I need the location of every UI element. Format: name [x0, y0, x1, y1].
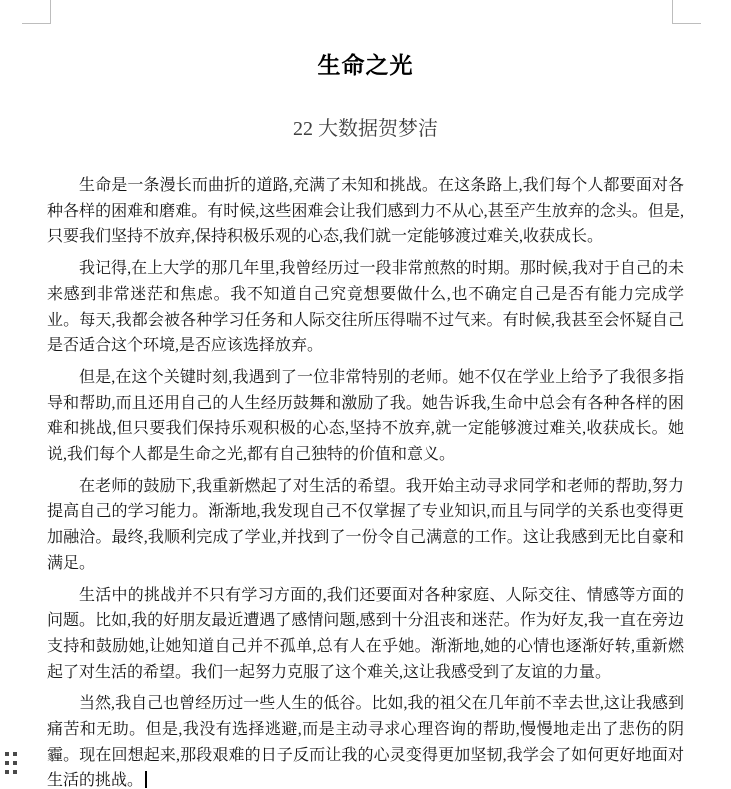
body-paragraph[interactable]: 在老师的鼓励下,我重新燃起了对生活的希望。我开始主动寻求同学和老师的帮助,努力提高自己的学习能力。渐渐地,我发现自己不仅掌握了专业知识,而且与同学的关系也变得更加融洽。最终,我顺利完成了学业,并找到了一份令自己满意的工作。这让我感到无比自豪和满足。 — [47, 477, 684, 572]
body-paragraph[interactable]: 我记得,在上大学的那几年里,我曾经历过一段非常煎熬的时期。那时候,我对于自己的未来感到非常迷茫和焦虑。我不知道自己究竟想要做什么,也不确定自己是否有能力完成学业。每天,我都会被各种学习任务和人际交往所压得喘不过气来。有时候,我甚至会怀疑自己是否适合这个环境,是否应该选择放弃。 — [47, 260, 684, 355]
document-title[interactable]: 生命之光 — [317, 52, 414, 78]
grip-dot — [5, 761, 9, 765]
margin-crop-mark-top-left-horizontal — [22, 23, 51, 24]
margin-crop-mark-top-right-vertical — [672, 0, 673, 23]
body-paragraph[interactable]: 但是,在这个关键时刻,我遇到了一位非常特别的老师。她不仅在学业上给予了我很多指导和帮助,而且还用自己的人生经历鼓舞和激励了我。她告诉我,生命中总会有各种各样的困难和挑战,但只要我们保持乐观积极的心态,坚持不放弃,就一定能够渡过难关,收获成长。她说,我们每个人都是生命之光,都有自己独特的价值和意义。 — [47, 368, 684, 464]
grip-dot — [13, 770, 17, 774]
document-subtitle[interactable]: 22 大数据贺梦洁 — [293, 118, 438, 140]
body-paragraph[interactable] — [47, 691, 684, 789]
text-caret-icon — [145, 771, 147, 788]
document-body[interactable] — [47, 173, 684, 789]
grip-dot — [13, 761, 17, 765]
body-paragraph-text[interactable]: 当然,我自己也曾经历过一些人生的低谷。比如,我的祖父在几年前不幸去世,这让我感到痛苦和无助。但是,我没有选择逃避,而是主动寻求心理咨询的帮助,慢慢地走出了悲伤的阴霾。现在回想起来,那段艰难的日子反而让我的心灵变得更加坚韧,我学会了如何更好地面对生活的挑战。 — [47, 695, 684, 789]
margin-crop-mark-top-left-vertical — [50, 0, 51, 23]
grip-dot — [13, 752, 17, 756]
margin-crop-mark-top-right-horizontal — [672, 23, 701, 24]
grip-dot — [5, 770, 9, 774]
grip-dots-icon[interactable] — [5, 752, 17, 774]
body-paragraph[interactable]: 生活中的挑战并不只有学习方面的,我们还要面对各种家庭、人际交往、情感等方面的问题。比如,我的好朋友最近遭遇了感情问题,感到十分沮丧和迷茫。作为好友,我一直在旁边支持和鼓励她,让她知道自己并不孤单,总有人在乎她。渐渐地,她的心情也逐渐好转,重新燃起了对生活的希望。我们一起努力克服了这个难关,这让我感受到了友谊的力量。 — [47, 586, 684, 681]
body-paragraph[interactable]: 生命是一条漫长而曲折的道路,充满了未知和挑战。在这条路上,我们每个人都要面对各种各样的困难和磨难。有时候,这些困难会让我们感到力不从心,甚至产生放弃的念头。但是,只要我们坚持不放弃,保持积极乐观的心态,我们就一定能够渡过难关,收获成长。 — [47, 177, 684, 246]
grip-dot — [5, 752, 9, 756]
